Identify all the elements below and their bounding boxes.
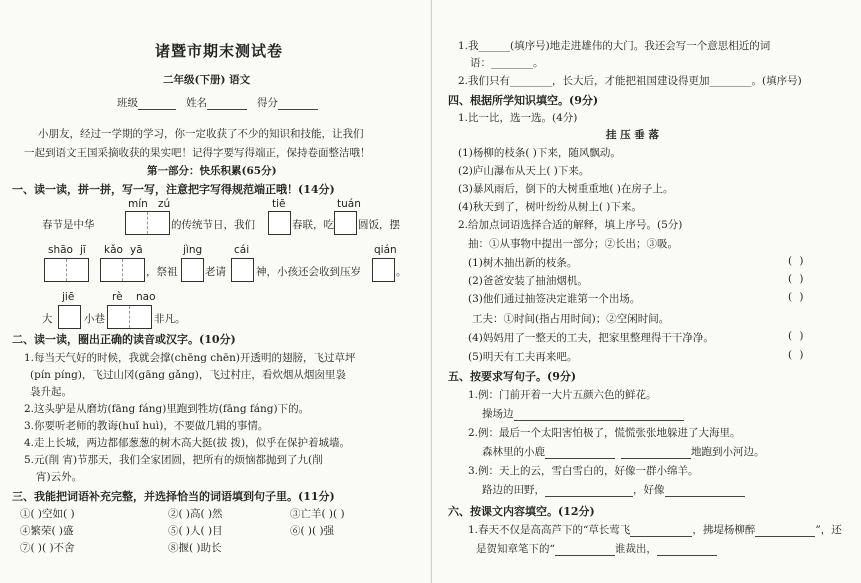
class-label: 班级: [117, 97, 138, 109]
question-3-heading: 三、我能把词语补充完整，并选择恰当的词语填到句子里。(11分): [12, 490, 335, 503]
writing-grid[interactable]: [107, 305, 152, 329]
q6-text: 谁裁出，: [614, 543, 657, 555]
writing-grid[interactable]: [100, 258, 145, 282]
q5-prefix: 操场边: [482, 408, 514, 420]
q6-text: ，拂堤杨柳醉: [692, 524, 756, 536]
pinyin-label: yā: [130, 244, 143, 256]
writing-grid[interactable]: [58, 305, 81, 329]
r-line: (2)庐山瀑布从天上( )下来。: [458, 165, 590, 177]
writing-grid[interactable]: [44, 258, 89, 282]
r-line: [476, 541, 717, 556]
fill-text: 大: [42, 313, 53, 325]
score-field[interactable]: [278, 98, 318, 110]
q5-suffix: 地跑到小河边。: [691, 446, 765, 458]
answer-line[interactable]: [545, 485, 633, 497]
right-page: [431, 0, 861, 583]
q3-item: ⑤( )人( )目: [168, 525, 223, 537]
r-line: (4)秋天到了，树叶纷纷从树上( )下来。: [458, 201, 642, 213]
r-line: 2.给加点词语选择合适的解释，填上序号。(5分): [458, 219, 683, 231]
answer-line[interactable]: [555, 544, 615, 556]
r-line: 1.例：门前开着一大片五颜六色的鲜花。: [468, 389, 657, 401]
page-title: 诸暨市期末测试卷: [155, 42, 284, 60]
r-line: (5)明天有工夫再来吧。: [468, 351, 578, 363]
answer-line[interactable]: [514, 409, 684, 421]
r-line: (4)妈妈用了一整天的工夫，把家里整理得干干净净。: [468, 332, 714, 344]
pinyin-label: qián: [374, 244, 397, 256]
writing-grid[interactable]: [231, 258, 254, 282]
word-choices: 挂 压 垂 落: [606, 129, 659, 141]
q2-line: 3.你要听老师的教诲(huǐ huì)，不要做几辑的事情。: [24, 420, 269, 432]
left-page: [0, 0, 430, 583]
q5-prefix: 森林里的小鹿: [482, 446, 545, 458]
question-6-heading: 六、按课文内容填空。(12分): [448, 505, 595, 518]
pinyin-label: rè: [112, 291, 123, 303]
q6-text: 是贺知章笔下的“: [476, 543, 555, 555]
fill-text: 老请: [205, 266, 226, 278]
class-field[interactable]: [138, 98, 176, 110]
q3-item: ②( )高( )然: [168, 508, 223, 520]
q3-item: ⑦( )( )不舍: [20, 542, 75, 554]
answer-blank[interactable]: ( ): [788, 273, 806, 285]
pinyin-label: cái: [234, 244, 250, 256]
intro-line-2: 一起到语文王国采摘收获的果实吧！记得字要写得端正，保持卷面整洁哦！: [24, 147, 371, 159]
pinyin-label: shāo: [48, 244, 73, 256]
question-1-heading: 一、读一读，拼一拼，写一写，注意把字写得规范端正哦！(14分): [12, 183, 335, 196]
writing-grid[interactable]: [372, 258, 395, 282]
pinyin-label: nao: [136, 291, 156, 303]
answer-blank[interactable]: ( ): [788, 255, 806, 267]
r-line: (3)他们通过抽签决定谁第一个出场。: [468, 293, 641, 305]
answer-line[interactable]: [621, 447, 691, 459]
q2-line: 1.每当天气好的时候，我就会撑(chēng chēn)开透明的翅膀，飞过草坪: [24, 352, 356, 364]
pinyin-label: tuán: [337, 198, 361, 210]
pinyin-label: kǎo: [104, 244, 123, 256]
r-line: (1)树木抽出新的枝条。: [468, 257, 578, 269]
part-one-heading: 第一部分：快乐积累(65分): [147, 165, 277, 177]
fill-text: 非凡。: [154, 313, 186, 325]
r-line: 3.例：天上的云，雪白雪白的，好像一群小绵羊。: [468, 465, 699, 477]
q3-item: ①( )空如( ): [20, 508, 75, 520]
q2-line: 5.元(削 宵)节那天，我们全家团圆，把所有的烦恼都抛到了九(削: [24, 454, 323, 466]
answer-blank[interactable]: ( ): [788, 291, 806, 303]
fill-text: 小巷: [84, 313, 105, 325]
page-subtitle: 二年级(下册) 语文: [163, 74, 251, 86]
score-label: 得分: [257, 97, 279, 109]
r-line: 语：________。: [470, 57, 544, 69]
fill-text: 圆饭，摆: [358, 219, 400, 231]
fill-text: 。: [396, 266, 407, 278]
q5-suffix: ，好像: [633, 484, 665, 496]
r-line: 工夫：①时间(指占用时间)；②空闲时间。: [472, 313, 670, 325]
question-2-heading: 二、读一读，圈出正确的读音或汉字。(10分): [12, 333, 236, 346]
q6-text: 1.春天不仅是高高芦下的“草长莺飞: [468, 524, 631, 536]
pinyin-label: zú: [158, 198, 171, 210]
fill-text: 的传统节日，我们: [171, 219, 255, 231]
answer-line[interactable]: [630, 525, 692, 537]
fill-text: 春节是中华: [42, 219, 95, 231]
r-line: (3)暴风雨后，倒下的大树重重地( )在房子上。: [458, 183, 674, 195]
writing-grid[interactable]: [181, 258, 204, 282]
pinyin-label: jìng: [183, 244, 203, 256]
r-line: [468, 522, 842, 537]
question-4-heading: 四、根据所学知识填空。(9分): [448, 94, 599, 107]
answer-line[interactable]: [657, 544, 717, 556]
answer-line[interactable]: [545, 447, 615, 459]
r-line: 2.例：最后一个太阳害怕极了，慌慌张张地躲进了大海里。: [468, 427, 741, 439]
student-info: [117, 95, 318, 110]
answer-blank[interactable]: ( ): [788, 349, 806, 361]
answer-line[interactable]: [665, 485, 745, 497]
r-line: 1.比一比，选一选。(4分): [458, 112, 578, 124]
pinyin-label: jī: [80, 244, 86, 256]
pinyin-label: mín: [128, 198, 148, 210]
r-line: 2.我们只有________，长大后，才能把祖国建设得更加________。(填序号): [458, 75, 802, 87]
q2-line: 袅升起。: [30, 386, 72, 398]
question-5-heading: 五、按要求写句子。(9分): [448, 370, 577, 383]
writing-grid[interactable]: [334, 211, 357, 235]
r-line: [482, 444, 765, 459]
q2-line: 宵)云外。: [36, 471, 83, 483]
answer-line[interactable]: [755, 525, 815, 537]
name-field[interactable]: [207, 98, 247, 110]
r-line: 1.我______(填序号)地走进雄伟的大门。我还会写一个意思相近的词: [458, 40, 771, 52]
writing-grid[interactable]: [268, 211, 291, 235]
answer-blank[interactable]: ( ): [788, 330, 806, 342]
writing-grid[interactable]: [125, 211, 170, 235]
q2-line: 4.走上长城，两边都郁葱葱的树木高大挺(拔 拨)，似乎在保护着城墙。: [24, 437, 351, 449]
q2-line: 2.这头驴是从磨坊(fāng fáng)里跑到牲坊(fāng fáng)下的。: [24, 403, 310, 415]
intro-line-1: 小朋友，经过一学期的学习，你一定收获了不少的知识和技能，让我们: [38, 128, 364, 140]
r-line: (1)杨柳的枝条( )下来，随风飘动。: [458, 147, 621, 159]
fill-text: ，祭祖: [146, 266, 178, 278]
q3-item: ③亡羊( )( ): [290, 508, 345, 520]
q6-text: ”，还: [815, 524, 842, 536]
r-line: [482, 406, 684, 421]
fill-text: 春联，吃: [292, 219, 334, 231]
name-label: 姓名: [186, 97, 208, 109]
fill-text: 神，小孩还会收到压岁: [256, 266, 361, 278]
q3-item: ④繁荣( )盛: [20, 525, 74, 537]
pinyin-label: tiē: [272, 198, 286, 210]
r-line: 抽：①从事物中提出一部分；②长出；③吸。: [468, 238, 678, 250]
q5-prefix: 路边的田野，: [482, 484, 545, 496]
q2-line: (pín píng)，飞过山冈(gāng gǎng)，飞过村庄，看炊烟从烟囱里袅: [30, 369, 346, 381]
q3-item: ⑥( )( )强: [290, 525, 335, 537]
pinyin-label: jiē: [62, 291, 75, 303]
r-line: [482, 482, 745, 497]
q3-item: ⑧揠( )助长: [168, 542, 222, 554]
r-line: (2)爸爸安装了抽油烟机。: [468, 275, 588, 287]
